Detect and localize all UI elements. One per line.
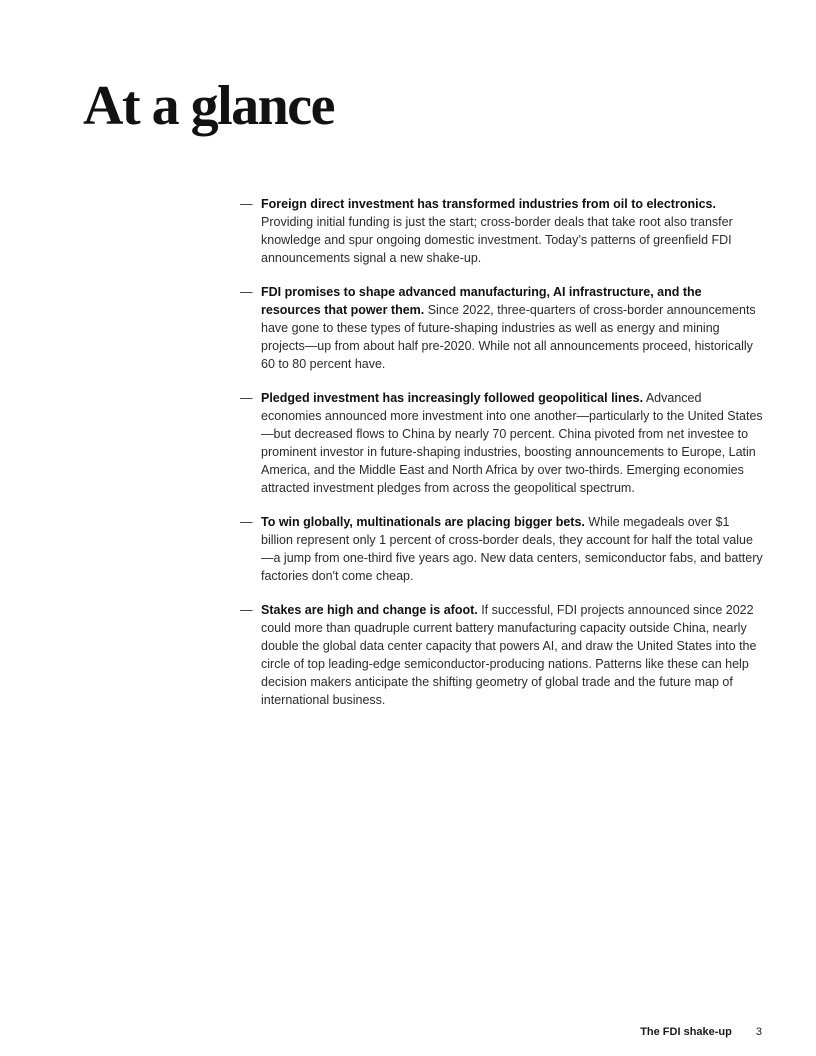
bullet-lead: Pledged investment has increasingly followed geopolitical lines. bbox=[261, 391, 644, 405]
footer-report-title: The FDI shake-up bbox=[640, 1026, 732, 1038]
bullet-lead: Stakes are high and change is afoot. bbox=[261, 603, 478, 617]
bullet-lead: To win globally, multinationals are placing bigger bets. bbox=[261, 515, 585, 529]
bullet-body: While megadeals over $1 billion represent only 1 percent of cross-border deals, they account for half the total value—a jump from one-third five years ago. New data centers, semiconductor fabs, and battery factories don't come cheap. bbox=[261, 515, 763, 583]
bullet-dash: — bbox=[240, 285, 253, 299]
bullet-text bbox=[261, 195, 764, 267]
bullet-lead: FDI promises to shape advanced manufacturing, AI infrastructure, and the resources that power them. bbox=[261, 285, 702, 317]
bullet-text bbox=[261, 513, 764, 585]
bullet-body: If successful, FDI projects announced since 2022 could more than quadruple current battery manufacturing capacity outside China, nearly double the global data center capacity that powers AI, and draw the United States into the circle of top leading-edge semiconductor-producing nations. Patterns like these can help decision makers anticipate the shifting geometry of global trade and the future map of international business. bbox=[261, 603, 757, 707]
bullet-list bbox=[240, 195, 764, 725]
page-footer bbox=[640, 1026, 762, 1038]
bullet-item bbox=[240, 601, 764, 709]
bullet-item bbox=[240, 389, 764, 497]
bullet-dash: — bbox=[240, 391, 253, 405]
bullet-text bbox=[261, 601, 764, 709]
bullet-dash: — bbox=[240, 603, 253, 617]
footer-page-number: 3 bbox=[755, 1026, 762, 1038]
bullet-text bbox=[261, 283, 764, 373]
bullet-dash: — bbox=[240, 197, 253, 211]
bullet-body: Advanced economies announced more investment into one another—particularly to the United States—but decreased flows to China by nearly 70 percent. China pivoted from net investee to prominent investor in future-shaping industries, boosting announcements to Europe, Latin America, and the Middle East and North Africa by over two-thirds. Emerging economies attracted investment pledges from across the geopolitical spectrum. bbox=[261, 391, 763, 495]
page-title: At a glance bbox=[83, 74, 335, 137]
bullet-body: Providing initial funding is just the start; cross-border deals that take root also transfer knowledge and spur ongoing domestic investment. Today’s patterns of greenfield FDI announcements signal a new shake-up. bbox=[261, 215, 733, 265]
bullet-text bbox=[261, 389, 764, 497]
bullet-body: Since 2022, three-quarters of cross-border announcements have gone to these types of future-shaping industries as well as energy and mining projects—up from about half pre-2020. While not all announcements proceed, historically 60 to 80 percent have. bbox=[261, 303, 756, 371]
bullet-lead: Foreign direct investment has transformed industries from oil to electronics. bbox=[261, 197, 716, 211]
bullet-dash: — bbox=[240, 515, 253, 529]
bullet-item bbox=[240, 195, 764, 267]
bullet-item bbox=[240, 513, 764, 585]
bullet-item bbox=[240, 283, 764, 373]
